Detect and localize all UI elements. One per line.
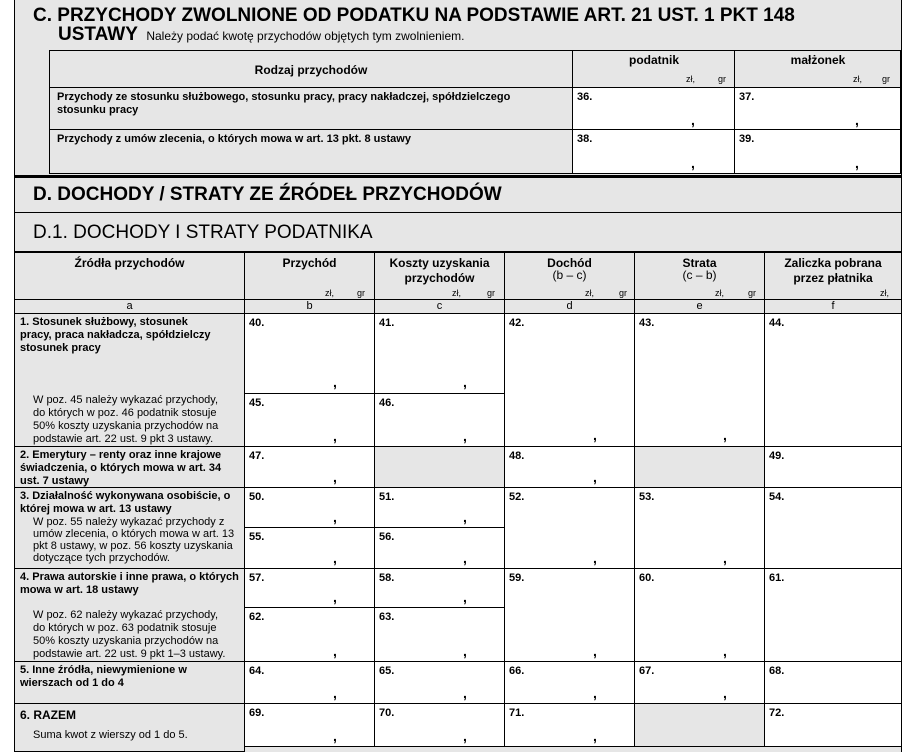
field-40[interactable] bbox=[244, 313, 375, 394]
field-39[interactable] bbox=[735, 130, 901, 174]
letter-e: e bbox=[634, 299, 765, 314]
decimal-separator: , bbox=[333, 685, 337, 701]
field-46[interactable] bbox=[374, 393, 505, 447]
row1-note: W poz. 45 należy wykazać przychody, do których w poz. 46 podatnik stosuje 50% koszty uzyskania przychodów na podstawie art. 22 ust. 9 pkt 3 ustawy. bbox=[33, 394, 219, 445]
d1-header-strata-sub: (c – b) bbox=[682, 268, 717, 282]
decimal-separator: , bbox=[723, 427, 727, 443]
decimal-separator: , bbox=[463, 643, 467, 659]
field-61[interactable] bbox=[764, 568, 902, 662]
field-65[interactable] bbox=[374, 661, 505, 704]
field-56-number: 56. bbox=[379, 531, 395, 543]
field-66-number: 66. bbox=[509, 665, 525, 677]
field-53-number: 53. bbox=[639, 491, 655, 503]
field-49[interactable] bbox=[764, 446, 902, 488]
section-c-title-ustawy: USTAWY bbox=[58, 24, 138, 45]
field-59-number: 59. bbox=[509, 572, 525, 584]
d1-header-dochod-sub: (b – c) bbox=[552, 268, 587, 282]
decimal-separator: , bbox=[691, 112, 695, 128]
field-45-number: 45. bbox=[249, 397, 265, 409]
decimal-separator: , bbox=[855, 155, 859, 171]
decimal-separator: , bbox=[333, 589, 337, 605]
field-51[interactable] bbox=[374, 487, 505, 528]
field-54-number: 54. bbox=[769, 491, 785, 503]
row5-label: 5. Inne źródła, niewymienione w wierszach od 1 do 4 bbox=[20, 664, 187, 689]
decimal-separator: , bbox=[593, 728, 597, 744]
row3-label: 3. Działalność wykonywana osobiście, o której mowa w art. 13 ustawy bbox=[20, 490, 231, 515]
row4-label: 4. Prawa autorskie i inne prawa, o których mowa w art. 18 ustawy bbox=[20, 571, 239, 596]
field-71-number: 71. bbox=[509, 707, 525, 719]
decimal-separator: , bbox=[593, 643, 597, 659]
decimal-separator: , bbox=[593, 469, 597, 485]
field-71[interactable] bbox=[504, 703, 635, 747]
row2-strata-disabled bbox=[634, 446, 765, 488]
field-53[interactable] bbox=[634, 487, 765, 569]
section-c-title: C. PRZYCHODY ZWOLNIONE OD PODATKU NA PODSTAWIE ART. 21 UST. 1 PKT 148 bbox=[33, 5, 795, 26]
section-c-title-line2 bbox=[58, 24, 464, 46]
d1-header-costs-label: Koszty uzyskania przychodów bbox=[389, 256, 490, 285]
row1-label: 1. Stosunek służbowy, stosunek pracy, praca nakładcza, spółdzielczy stosunek pracy bbox=[20, 316, 211, 354]
decimal-separator: , bbox=[333, 509, 337, 525]
field-43-number: 43. bbox=[639, 317, 655, 329]
field-68-number: 68. bbox=[769, 665, 785, 677]
field-55-number: 55. bbox=[249, 531, 265, 543]
field-54[interactable] bbox=[764, 487, 902, 569]
field-63-number: 63. bbox=[379, 611, 395, 623]
field-67-number: 67. bbox=[639, 665, 655, 677]
field-47[interactable] bbox=[244, 446, 375, 488]
costs-gr: gr bbox=[487, 288, 496, 298]
field-61-number: 61. bbox=[769, 572, 785, 584]
field-48-number: 48. bbox=[509, 450, 525, 462]
decimal-separator: , bbox=[333, 643, 337, 659]
field-51-number: 51. bbox=[379, 491, 395, 503]
field-72[interactable] bbox=[764, 703, 902, 747]
field-41-number: 41. bbox=[379, 317, 395, 329]
section-c-note: Należy podać kwotę przychodów objętych tym zwolnieniem. bbox=[146, 29, 465, 43]
field-67[interactable] bbox=[634, 661, 765, 704]
d1-header-advance-label: Zaliczka pobrana przez płatnika bbox=[784, 256, 882, 285]
c-header-type-label: Rodzaj przychodów bbox=[254, 63, 368, 77]
field-44[interactable] bbox=[764, 313, 902, 447]
c-header-spouse-label: małżonek bbox=[790, 53, 846, 67]
strata-gr: gr bbox=[748, 288, 757, 298]
decimal-separator: , bbox=[593, 427, 597, 443]
d1-header-strata-label: Strata bbox=[682, 256, 717, 270]
field-64[interactable] bbox=[244, 661, 375, 704]
c-row1-label: Przychody ze stosunku służbowego, stosunku pracy, pracy nakładczej, spółdzielczego stosunku pracy bbox=[57, 91, 511, 116]
field-58[interactable] bbox=[374, 568, 505, 608]
decimal-separator: , bbox=[333, 374, 337, 390]
income-gr: gr bbox=[357, 288, 366, 298]
decimal-separator: , bbox=[855, 112, 859, 128]
field-72-number: 72. bbox=[769, 707, 785, 719]
field-68[interactable] bbox=[764, 661, 902, 704]
field-55[interactable] bbox=[244, 527, 375, 569]
dochod-gr: gr bbox=[619, 288, 628, 298]
c-header-taxpayer-label: podatnik bbox=[629, 53, 679, 67]
decimal-separator: , bbox=[463, 589, 467, 605]
field-40-number: 40. bbox=[249, 317, 265, 329]
c-taxpayer-gr: gr bbox=[718, 74, 727, 84]
field-38-number: 38. bbox=[577, 133, 593, 145]
letter-c: c bbox=[374, 299, 505, 314]
income-zl: zł, bbox=[325, 288, 334, 298]
field-57[interactable] bbox=[244, 568, 375, 608]
row2-label: 2. Emerytury – renty oraz inne krajowe świadczenia, o których mowa w art. 34 ust. 7 ustawy bbox=[20, 449, 222, 487]
d1-header-income-label: Przychód bbox=[282, 256, 337, 270]
c-spouse-zl: zł, bbox=[853, 74, 862, 84]
dochod-zl: zł, bbox=[585, 288, 594, 298]
row6-label: 6. RAZEM bbox=[20, 708, 77, 722]
field-46-number: 46. bbox=[379, 397, 395, 409]
decimal-separator: , bbox=[333, 728, 337, 744]
letter-a: a bbox=[14, 299, 245, 314]
letter-f: f bbox=[764, 299, 902, 314]
row6-note: Suma kwot z wierszy od 1 do 5. bbox=[33, 729, 188, 741]
field-69[interactable] bbox=[244, 703, 375, 747]
field-38[interactable] bbox=[573, 130, 735, 174]
decimal-separator: , bbox=[463, 685, 467, 701]
field-69-number: 69. bbox=[249, 707, 265, 719]
field-52[interactable] bbox=[504, 487, 635, 569]
field-36[interactable] bbox=[573, 88, 735, 130]
decimal-separator: , bbox=[463, 509, 467, 525]
field-42-number: 42. bbox=[509, 317, 525, 329]
field-56[interactable] bbox=[374, 527, 505, 569]
field-64-number: 64. bbox=[249, 665, 265, 677]
c-taxpayer-zl: zł, bbox=[686, 74, 695, 84]
strata-zl: zł, bbox=[715, 288, 724, 298]
decimal-separator: , bbox=[333, 469, 337, 485]
decimal-separator: , bbox=[593, 685, 597, 701]
c-spouse-gr: gr bbox=[882, 74, 891, 84]
row4-note: W poz. 62 należy wykazać przychody, do których w poz. 63 podatnik stosuje 50% koszty uzyskania przychodów na podstawie art. 22 ust. 9 pkt 1–3 ustawy. bbox=[33, 609, 226, 660]
field-50-number: 50. bbox=[249, 491, 265, 503]
decimal-separator: , bbox=[333, 428, 337, 444]
row2-costs-disabled bbox=[374, 446, 505, 488]
d1-header-dochod-label: Dochód bbox=[547, 256, 592, 270]
field-60[interactable] bbox=[634, 568, 765, 662]
decimal-separator: , bbox=[723, 685, 727, 701]
field-70[interactable] bbox=[374, 703, 505, 747]
field-48[interactable] bbox=[504, 446, 635, 488]
field-50[interactable] bbox=[244, 487, 375, 528]
d1-header-sources-label: Źródła przychodów bbox=[74, 256, 185, 270]
field-44-number: 44. bbox=[769, 317, 785, 329]
decimal-separator: , bbox=[333, 550, 337, 566]
field-65-number: 65. bbox=[379, 665, 395, 677]
decimal-separator: , bbox=[691, 155, 695, 171]
field-66[interactable] bbox=[504, 661, 635, 704]
field-49-number: 49. bbox=[769, 450, 785, 462]
field-37[interactable] bbox=[735, 88, 901, 130]
field-70-number: 70. bbox=[379, 707, 395, 719]
field-36-number: 36. bbox=[577, 91, 593, 103]
section-d-title: D. DOCHODY / STRATY ZE ŹRÓDEŁ PRZYCHODÓW bbox=[33, 184, 502, 205]
row3-note: W poz. 55 należy wykazać przychody z umów zlecenia, o których mowa w art. 13 pkt 8 ustawy, w poz. 56 koszty uzyskania dotyczące tych przychodów. bbox=[33, 516, 235, 564]
row6-strata-disabled bbox=[634, 703, 765, 747]
field-39-number: 39. bbox=[739, 133, 755, 145]
field-45[interactable] bbox=[244, 393, 375, 447]
field-60-number: 60. bbox=[639, 572, 655, 584]
letter-d: d bbox=[504, 299, 635, 314]
field-62-number: 62. bbox=[249, 611, 265, 623]
field-42[interactable] bbox=[504, 313, 635, 447]
decimal-separator: , bbox=[463, 428, 467, 444]
field-37-number: 37. bbox=[739, 91, 755, 103]
section-d1-title: D.1. DOCHODY I STRATY PODATNIKA bbox=[33, 222, 373, 243]
field-58-number: 58. bbox=[379, 572, 395, 584]
field-59[interactable] bbox=[504, 568, 635, 662]
decimal-separator: , bbox=[463, 550, 467, 566]
field-41[interactable] bbox=[374, 313, 505, 394]
section-d-divider bbox=[14, 212, 902, 213]
decimal-separator: , bbox=[463, 374, 467, 390]
decimal-separator: , bbox=[723, 643, 727, 659]
field-63[interactable] bbox=[374, 607, 505, 662]
field-52-number: 52. bbox=[509, 491, 525, 503]
field-43[interactable] bbox=[634, 313, 765, 447]
advance-zl: zł, bbox=[880, 288, 889, 298]
letter-b: b bbox=[244, 299, 375, 314]
field-47-number: 47. bbox=[249, 450, 265, 462]
decimal-separator: , bbox=[463, 728, 467, 744]
field-62[interactable] bbox=[244, 607, 375, 662]
decimal-separator: , bbox=[593, 550, 597, 566]
c-row2-label: Przychody z umów zlecenia, o których mowa w art. 13 pkt. 8 ustawy bbox=[57, 133, 411, 145]
field-57-number: 57. bbox=[249, 572, 265, 584]
decimal-separator: , bbox=[723, 550, 727, 566]
costs-zl: zł, bbox=[452, 288, 461, 298]
